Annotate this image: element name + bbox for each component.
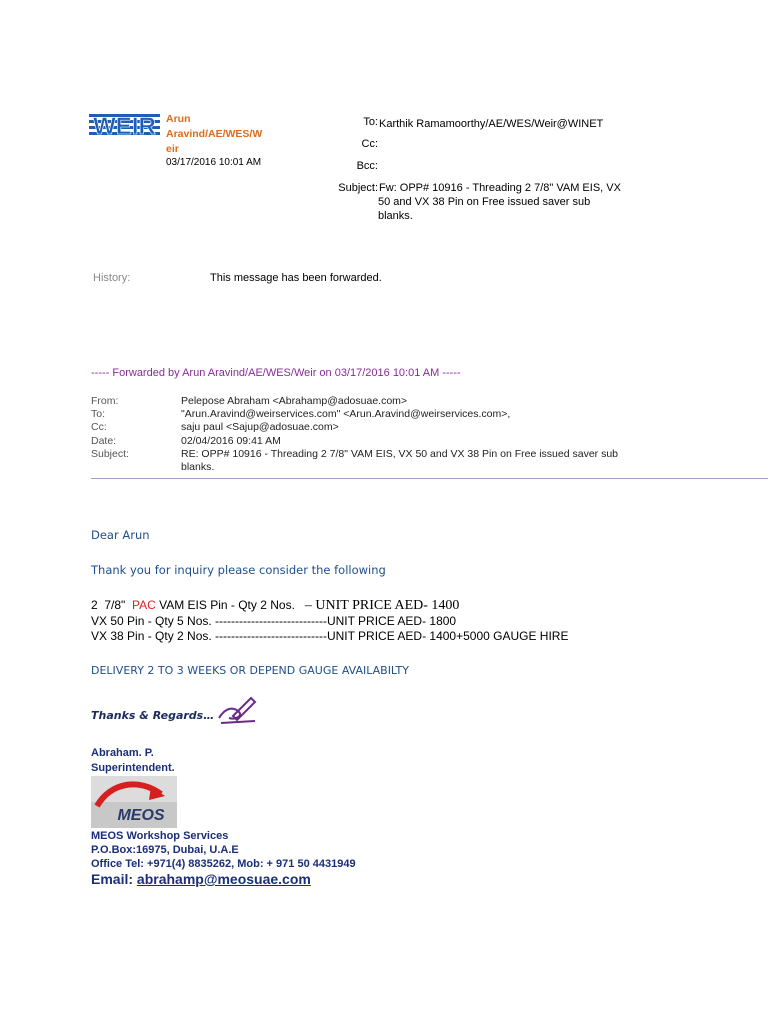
fwd-to-value[interactable]: "Arun.Aravind@weirservices.com" <Arun.Aravind@weirservices.com>,: [181, 408, 511, 420]
greeting: Dear Arun: [91, 528, 150, 542]
pen-signature-icon: [215, 694, 259, 726]
signature-name: Abraham. P.: [91, 747, 154, 759]
bcc-label: Bcc:: [356, 160, 378, 172]
fwd-date-label: Date:: [91, 435, 117, 447]
price-line-1-c: – UNIT PRICE AED- 1400: [304, 598, 460, 613]
to-label: To:: [363, 116, 378, 128]
history-value: This message has been forwarded.: [210, 272, 382, 284]
sender-name[interactable]: [166, 112, 262, 157]
forwarded-banner: ----- Forwarded by Arun Aravind/AE/WES/Weir on 03/17/2016 10:01 AM -----: [91, 367, 461, 379]
fwd-subject-label: Subject:: [91, 448, 129, 460]
delivery-note: DELIVERY 2 TO 3 WEEKS OR DEPEND GAUGE AVAILABILTY: [91, 664, 409, 677]
price-line-2: VX 50 Pin - Qty 5 Nos. ----------------------------UNIT PRICE AED- 1800: [91, 614, 457, 628]
pac-text: PAC: [131, 598, 156, 612]
sender-name-line2: Aravind/AE/WES/W: [166, 128, 263, 140]
fwd-cc-value[interactable]: saju paul <Sajup@adosuae.com>: [181, 421, 339, 433]
price-line-1-b: VAM EIS Pin - Qty 2 Nos.: [155, 598, 305, 612]
company-phone: Office Tel: +971(4) 8835262, Mob: + 971 50 4431949: [91, 858, 356, 870]
fwd-from-value[interactable]: Pelepose Abraham <Abrahamp@adosuae.com>: [181, 395, 408, 407]
fwd-to-label: To:: [91, 408, 106, 420]
subject-line3: blanks.: [378, 210, 413, 222]
to-value[interactable]: Karthik Ramamoorthy/AE/WES/Weir@WINET: [379, 118, 604, 130]
subject-line2: 50 and VX 38 Pin on Free issued saver sub: [378, 196, 591, 208]
email-link[interactable]: abrahamp@meosuae.com: [136, 871, 311, 887]
fwd-from-label: From:: [91, 395, 119, 407]
header-divider: [91, 478, 768, 479]
fwd-date-value: 02/04/2016 09:41 AM: [181, 435, 281, 447]
price-line-1: [91, 598, 459, 614]
history-label: History:: [93, 272, 131, 284]
subject-line1: Fw: OPP# 10916 - Threading 2 7/8" VAM EIS, VX: [379, 182, 621, 194]
meos-logo: [91, 776, 177, 828]
thanks-regards: Thanks & Regards…: [91, 709, 215, 722]
sender-name-line1: Arun: [166, 113, 191, 125]
svg-text:MEOS: MEOS: [117, 807, 165, 824]
price-line-1-a: 2 7/8": [91, 598, 132, 612]
fwd-subject-line2: blanks.: [181, 461, 215, 473]
weir-logo: [89, 112, 160, 138]
signature-title: Superintendent.: [91, 762, 175, 774]
cc-label: Cc:: [361, 138, 378, 150]
sent-date: 03/17/2016 10:01 AM: [166, 157, 262, 168]
signature-email: [91, 871, 311, 887]
sender-name-line3: eir: [166, 143, 179, 155]
company-address: P.O.Box:16975, Dubai, U.A.E: [91, 844, 239, 856]
email-label: Email:: [91, 871, 137, 887]
fwd-cc-label: Cc:: [91, 421, 107, 433]
price-line-3: VX 38 Pin - Qty 2 Nos. ----------------------------UNIT PRICE AED- 1400+5000 GAUGE HIRE: [91, 629, 569, 643]
subject-label: Subject:: [338, 182, 378, 194]
svg-text:WEIR: WEIR: [93, 113, 156, 138]
intro-text: Thank you for inquiry please consider the following: [91, 563, 386, 577]
fwd-subject-line1: RE: OPP# 10916 - Threading 2 7/8" VAM EIS, VX 50 and VX 38 Pin on Free issued saver sub: [181, 448, 619, 460]
company-name: MEOS Workshop Services: [91, 830, 229, 842]
